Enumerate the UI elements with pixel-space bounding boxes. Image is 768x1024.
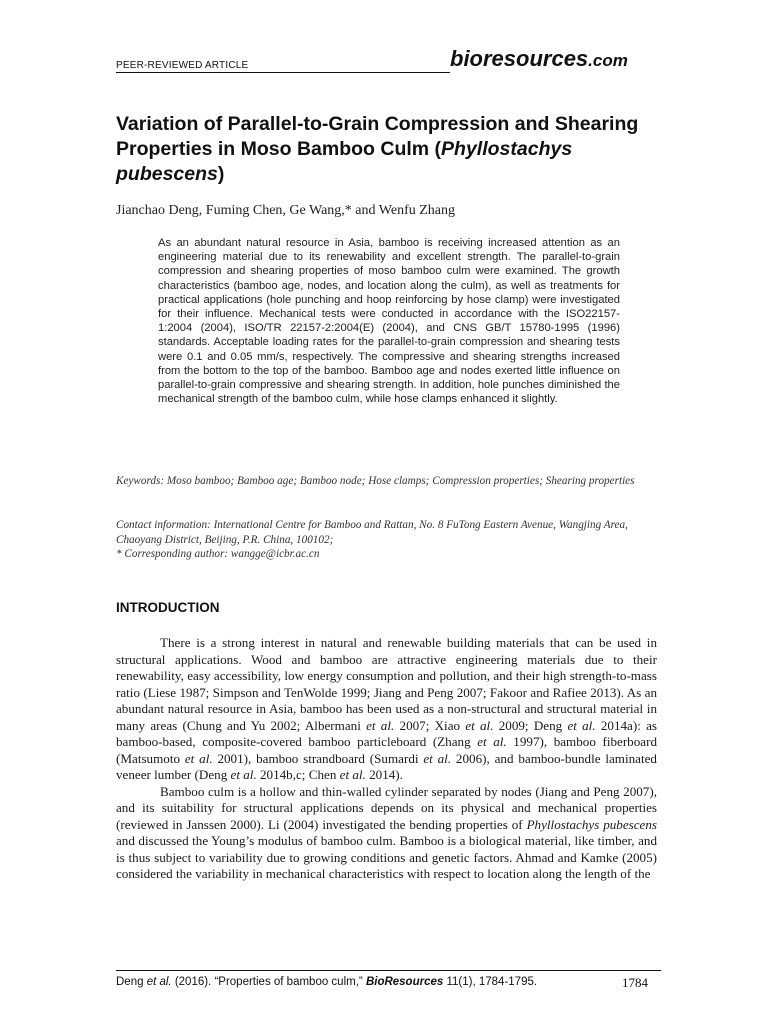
article-title	[116, 112, 661, 187]
title-text: Variation of Parallel-to-Grain Compression and Shearing Properties in Moso Bamboo Culm (	[116, 113, 639, 160]
author-list: Jianchao Deng, Fuming Chen, Ge Wang,* and Wenfu Zhang	[116, 203, 455, 218]
page-number: 1784	[622, 975, 648, 990]
journal-logo-tld: .com	[588, 51, 628, 70]
footer-rule	[116, 970, 661, 971]
abstract: As an abundant natural resource in Asia, bamboo is receiving increased attention as an engineering material due to its renewability and excellent strength. The parallel-to-grain compression and shearing properties of moso bamboo culm were examined. The growth characteristics (bamboo age, nodes, and location along the culm), as well as treatments for practical applications (hole punching and hoop reinforcing by hose clamp) were investigated for their influence. Mechanical tests were conducted in accordance with the ISO22157-1:2004 (2004), ISO/TR 22157-2:2004(E) (2004), and CNS GB/T 15780-1995 (1996) standards. Acceptable loading rates for the parallel-to-grain compression and shearing tests were 0.1 and 0.05 mm/s, respectively. The compressive and shearing strengths increased from the bottom to the top of the bamboo. Bamboo age and nodes exerted little influence on parallel-to-grain compressive and shearing strength. In addition, hole punches diminished the mechanical strength of the bamboo culm, while hose clamps enhanced it slightly.	[158, 237, 620, 406]
contact-information	[116, 518, 661, 562]
journal-logo-main: bioresources	[450, 46, 589, 71]
introduction-body	[116, 635, 657, 883]
paragraph: Bamboo culm is a hollow and thin-walled cylinder separated by nodes (Jiang and Peng 2007), and its suitability for structural applications depends on its physical and mechanical properties (reviewed in Janssen 2000). Li (2004) investigated the bending properties of Phyllostachys pubescens and discussed the Young’s modulus of bamboo culm. Bamboo is a biological material, like timber, and is thus subject to variability due to growing conditions and genetic factors. Ahmad and Kamke (2005) considered the variability in mechanical characteristics with respect to location along the length of the	[116, 783, 658, 881]
corresponding-author: * Corresponding author: wangge@icbr.ac.cn	[116, 548, 320, 560]
paragraph: There is a strong interest in natural and renewable building materials that can be used in structural applications. Wood and bamboo are attractive engineering materials due to their renewability, easy accessibility, low energy consumption and pollution, and their high strength-to-mass ratio (Liese 1987; Simpson and TenWolde 1999; Jiang and Peng 2007; Fakoor and Rafiee 2013). As an abundant natural resource in Asia, bamboo has been used as a non-structural and structural material in many areas (Chung and Yu 2002; Albermani et al. 2007; Xiao et al. 2009; Deng et al. 2014a): as bamboo-based, composite-covered bamboo particleboard (Zhang et al. 1997), bamboo fiberboard (Matsumoto et al. 2001), bamboo strandboard (Sumardi et al. 2006), and bamboo-bundle laminated veneer lumber (Deng et al. 2014b,c; Chen et al. 2014).	[116, 635, 658, 782]
journal-name: BioResources	[365, 976, 444, 988]
title-species: Phyllostachys pubescens	[116, 138, 573, 185]
peer-reviewed-label: PEER-REVIEWED ARTICLE	[116, 60, 249, 71]
contact-address: Contact information: International Centre for Bamboo and Rattan, No. 8 FuTong Eastern Avenue, Wangjing Area, Chaoyang District, Beijing, P.R. China, 100102;	[116, 519, 628, 546]
journal-logo	[450, 46, 628, 72]
footer-citation: Deng et al. (2016). “Properties of bamboo culm,” BioResources 11(1), 1784-1795.	[116, 976, 538, 988]
header-rule	[116, 72, 450, 73]
section-heading: INTRODUCTION	[116, 600, 220, 615]
keywords: Keywords: Moso bamboo; Bamboo age; Bamboo node; Hose clamps; Compression properties; Shearing properties	[116, 475, 635, 487]
title-close: )	[217, 163, 225, 185]
